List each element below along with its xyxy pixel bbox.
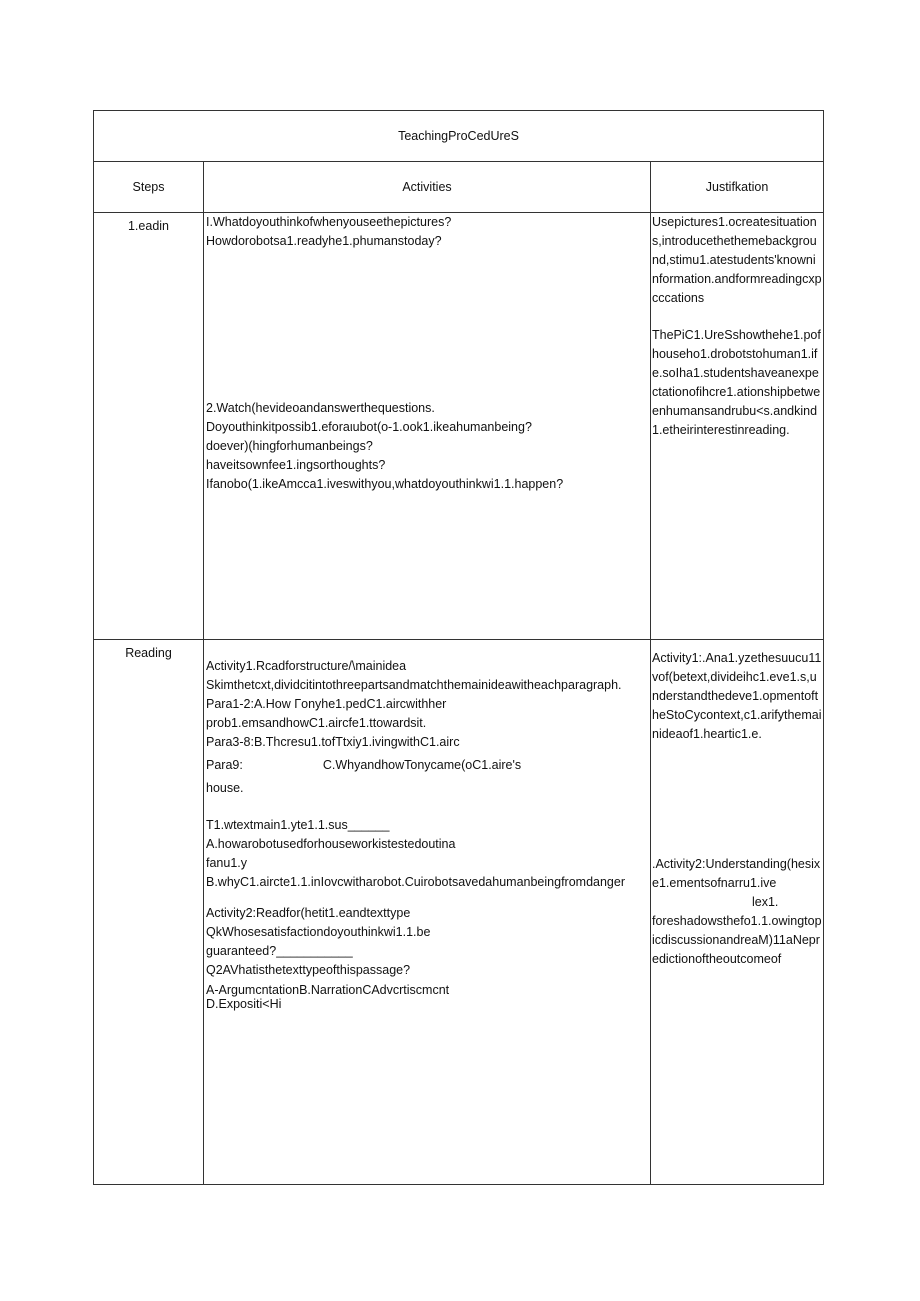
step-cell: 1.eadin (94, 213, 204, 640)
justification-activity-2-text: lex1. (752, 895, 779, 909)
header-justification: Justifkation (651, 162, 824, 213)
table-row (94, 213, 824, 640)
watch-question-1: Doyouthinkitpossib1.eforaιubot(o-1.ook1.ikeahumanbeing? (206, 420, 532, 434)
activity2-option-d: D.Expositi<Hi (206, 997, 282, 1011)
table-title: TeachingProCedUreS (94, 111, 824, 162)
justification-activity-2: .Activity2:Understanding(hesixe1.ementsofnarru1.ive (652, 857, 821, 890)
para-9-text: C.WhyandhowTonycame(oC1.aire's (322, 758, 522, 772)
match-para-9 (206, 756, 648, 775)
activity2-question-1: QkWhosesatisfactiondoyouthinkwi1.1.be (206, 925, 431, 939)
watch-question-4: Ifanobo(1.ikeAmcca1.iveswithyou,whatdoyouthinkwi1.1.happen? (206, 477, 564, 491)
header-activities: Activities (204, 162, 651, 213)
justification-leadin-2: ThePiC1.UreSshowthehe1.pofhouseho1.drobotstohuman1.ife.soIha1.studentshaveanexpectationofihcre1.ationshipbetweenhumansandrubu<s.andkind1.etheirinterestinreading. (652, 328, 821, 437)
activities-cell (204, 213, 651, 640)
watch-video-instruction: 2.Watch(hevideoandanswerthequestions. (206, 401, 435, 415)
activity2-title: Activity2:Readfor(hetit1.eandtexttype (206, 906, 411, 920)
match-para-9-cont: house. (206, 781, 244, 795)
option-a: A.howarobotusedforhouseworkistestedoutina (206, 837, 456, 851)
justification-leadin-1: Usepictures1.ocreatesituations,introducethethemebackground,stimu1.atestudents'knowninformation.andformreadingcxpcccations (652, 215, 822, 305)
justification-activity-2-cont: foreshadowsthefo1.1.owingtopicdiscussionandreaM)11aNepredictionoftheoutcomeof (652, 914, 822, 966)
teaching-procedures-table (93, 110, 824, 1185)
activity2-question-2: Q2AVhatisthetexttypeofthispassage? (206, 963, 411, 977)
leadin-question-2: Howdorobotsa1.readyhe1.phumanstoday? (206, 234, 442, 248)
watch-question-3: haveitsownfee1.ingsorthoughts? (206, 458, 386, 472)
justification-cell (651, 640, 824, 1185)
justification-cell (651, 213, 824, 640)
activity1-task: Skimthetcxt,dividcitintothreepartsandmatchthemainideawitheachparagraph. (206, 678, 622, 692)
activity1-title: Activity1.Rcadforstructure/\mainidea (206, 659, 407, 673)
watch-question-2: doever)(hingforhumanbeings? (206, 439, 373, 453)
activity2-question-1-cont: guaranteed?___________ (206, 944, 353, 958)
match-para-3-8: Para3-8:B.Thcresu1.tofTtxiy1.ivingwithC1.airc (206, 735, 460, 749)
task-question: T1.wtextmain1.yte1.1.sus______ (206, 818, 390, 832)
match-para-1-2: Para1-2:A.How Γonyhe1.pedC1.aircwithher (206, 697, 447, 711)
table-row (94, 640, 824, 1185)
para-9-label: Para9: (206, 758, 243, 772)
header-steps: Steps (94, 162, 204, 213)
leadin-question-1: I.Whatdoyouthinkofwhenyouseethepictures? (206, 215, 452, 229)
step-cell: Reading (94, 640, 204, 1185)
option-b: B.whyC1.aircte1.1.inIovcwitharobot.Cuirobotsavedahumanbeingfromdanger (206, 875, 625, 889)
activities-cell (204, 640, 651, 1185)
justification-activity-1: Activity1:.Ana1.yzethesuucu11vof(betext,divideihc1.eve1.s,understandthedeve1.opmentoftheStoCycontext,c1.arifythemainideaof1.heartic1.e. (652, 651, 822, 741)
activity2-options: A-ArgumcntationB.NarrationCAdvcrtiscmcnt (206, 983, 450, 997)
option-a-cont: fanu1.y (206, 856, 248, 870)
match-para-1-2-cont: prob1.emsandhowC1.aircfe1.ttowardsit. (206, 716, 427, 730)
